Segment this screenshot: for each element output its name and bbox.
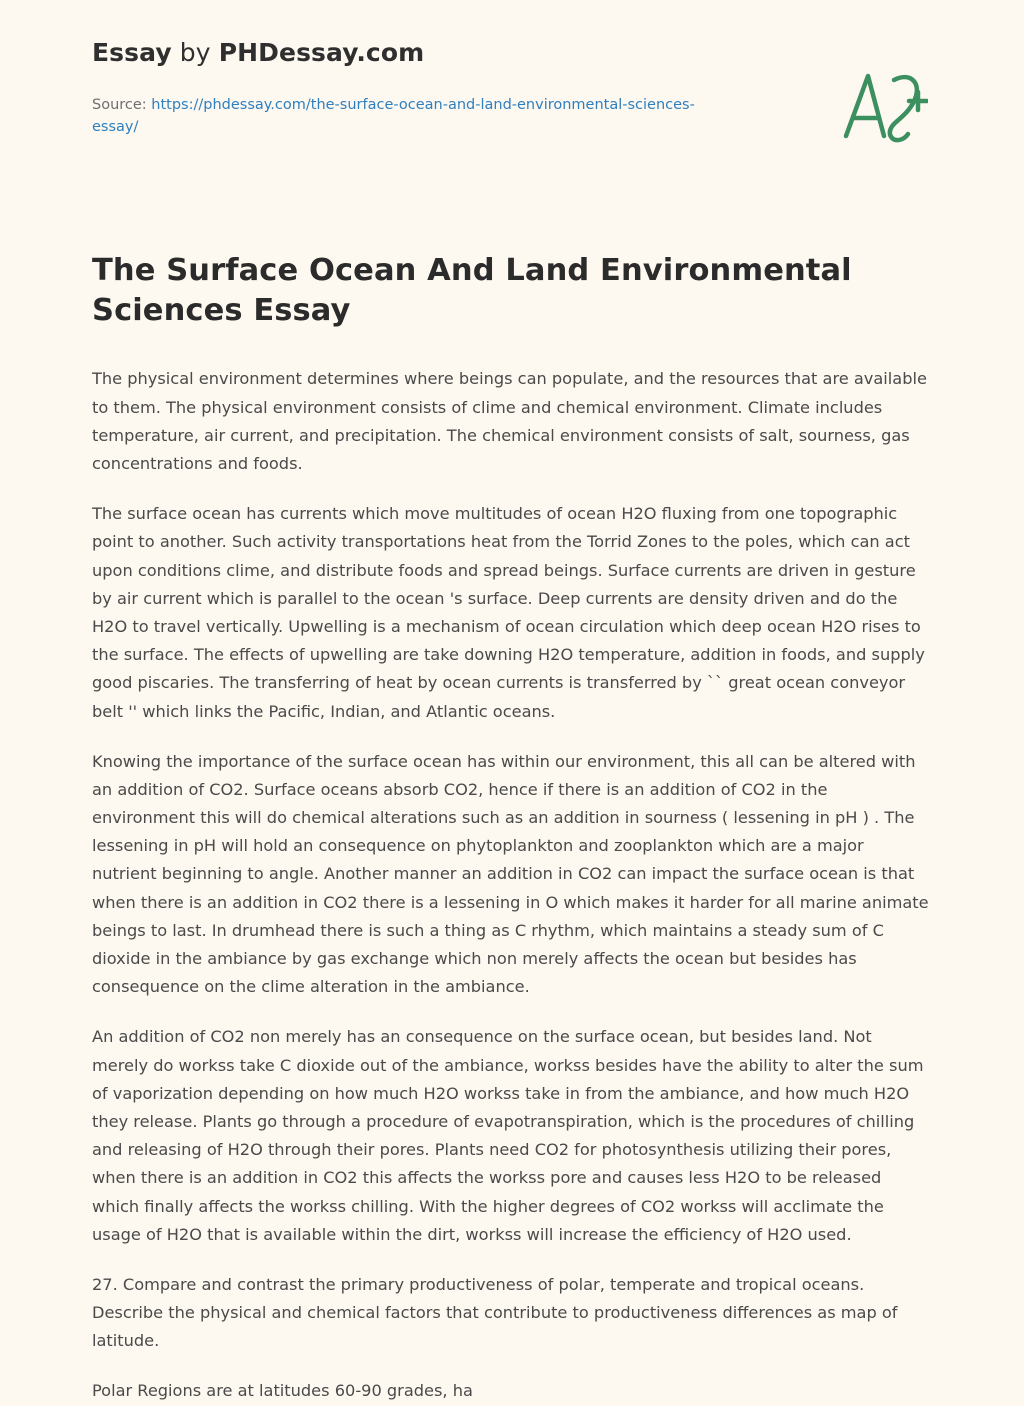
masthead-essay-label: Essay xyxy=(92,38,172,67)
paragraph: Polar Regions are at latitudes 60-90 grades, ha xyxy=(92,1381,473,1401)
source-line xyxy=(92,94,732,139)
source-label: Source: xyxy=(92,97,152,113)
paragraph: An addition of CO2 non merely has an consequence on the surface ocean, but besides land. Not merely do workss take C dioxide out of the ambiance, workss besides have the ability to alter the sum of vaporization depending on how much H2O workss take in from the ambiance, and how much H2O they release. Plants go through a procedure of evapotranspiration, which is the procedures of chilling and releasing of H2O through their pores. Plants need CO2 for photosynthesis utilizing their pores, when there is an addition in CO2 this affects the workss pore and causes less H2O to be released which finally affects the workss chilling. With the higher degrees of CO2 workss will acclimate the usage of H2O that is available within the dirt, workss will increase the efficiency of H2O used. xyxy=(92,1027,924,1244)
paragraph: The surface ocean has currents which move multitudes of ocean H2O fluxing from one topographic point to another. Such activity transportations heat from the Torrid Zones to the poles, which can act upon conditions clime, and distribute foods and spread beings. Surface currents are driven in gesture by air current which is parallel to the ocean 's surface. Deep currents are density driven and do the H2O to travel vertically. Upwelling is a mechanism of ocean circulation which deep ocean H2O rises to the surface. The effects of upwelling are take downing H2O temperature, addition in foods, and supply good piscaries. The transferring of heat by ocean currents is transferred by `` great ocean conveyor belt '' which links the Pacific, Indian, and Atlantic oceans. xyxy=(92,504,925,721)
masthead-site-label: PHDessay.com xyxy=(218,38,425,67)
site-masthead xyxy=(92,38,932,68)
paragraph: The physical environment determines where beings can populate, and the resources that are available to them. The physical environment consists of clime and chemical environment. Climate includes temperature, air current, and precipitation. The chemical environment consists of salt, sourness, gas concentrations and foods. xyxy=(92,369,927,473)
essay-body xyxy=(92,365,932,1405)
masthead-by-label: by xyxy=(171,38,219,67)
page-title: The Surface Ocean And Land Environmental Sciences Essay xyxy=(92,252,852,329)
paragraph: Knowing the importance of the surface ocean has within our environment, this all can be altered with an addition of CO2. Surface oceans absorb CO2, hence if there is an addition of CO2 in the environment this will do chemical alterations such as an addition in sourness ( lessening in pH ) . The lessening in pH will hold an consequence on phytoplankton and zooplankton which are a major nutrient beginning to angle. Another manner an addition in CO2 can impact the surface ocean is that when there is an addition in CO2 there is a lessening in O which makes it harder for all marine animate beings to last. In drumhead there is such a thing as C rhythm, which maintains a steady sum of C dioxide in the ambiance by gas exchange which non merely affects the ocean but besides has consequence on the clime alteration in the ambiance. xyxy=(92,751,929,997)
source-url-link[interactable]: https://phdessay.com/the-surface-ocean-and-land-environmental-sciences-essay/ xyxy=(92,97,695,136)
phdessay-logo-icon xyxy=(832,62,928,148)
paragraph: 27. Compare and contrast the primary productiveness of polar, temperate and tropical oceans. Describe the physical and chemical factors that contribute to productiveness differences as map of latitude. xyxy=(92,1274,898,1351)
